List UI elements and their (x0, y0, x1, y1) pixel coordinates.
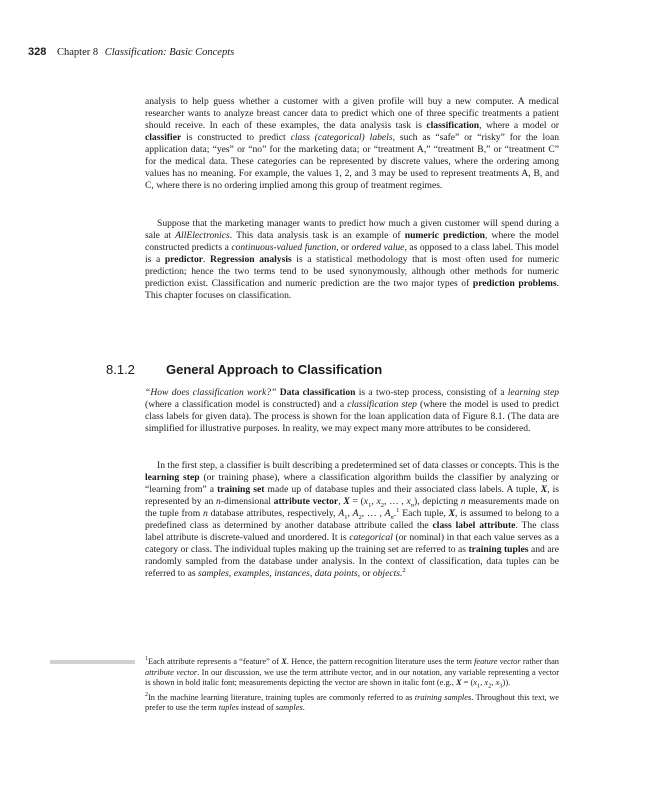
footnote-1: $^1$Each attribute represents a “feature” of X. Hence, the pattern recognition literature uses the term feature vector rather than attribute vector. In our discussion, we use the term attribute vector, and in our notation, any variable representing a vector is shown in bold italic font; measurements depicting the vector are shown in italic font (e.g., $X = (x_1$, $x_2$, $x_3$)). (145, 656, 559, 690)
page-number: 328 (28, 46, 47, 58)
paragraph-numeric-prediction: Suppose that the marketing manager wants to predict how much a given customer will spend during a sale at AllElectronics. This data analysis task is an example of numeric prediction, where the model constructed predicts a continuous-valued function, or ordered value, as opposed to a class label. This model is a predictor. Regression analysis is a statistical methodology that is most often used for numeric prediction; hence the two terms tend to be used synonymously, although other methods for numeric prediction exist. Classification and numeric prediction are the two major types of prediction problems. This chapter focuses on classification. (145, 218, 560, 302)
paragraph-learning-step: In the first step, a classifier is built describing a predetermined set of data classes or concepts. This is the learning step (or training phase), where a classification algorithm builds the classifier by analyzing or “learning from” a training set made up of database tuples and their associated class labels. A tuple, X, is represented by an n-dimensional attribute vector, $X = (x_1$, $x_2$, … , $x_n$), depicting n measurements made on the tuple from n database attributes, respectively, $A_1$, $A_2$, … , $A_n.^1$ Each tuple, X, is assumed to belong to a predefined class as determined by another database attribute called the class label attribute. The class label attribute is discrete-valued and unordered. It is categorical (or nominal) in that each value serves as a category or class. The individual tuples making up the training set are referred to as training tuples and are randomly sampled from the database under analysis. In the context of classification, data tuples can be referred to as samples, examples, instances, data points, or objects.$^2$ (145, 460, 560, 580)
footnotes (145, 657, 559, 718)
chapter-title: Classification: Basic Concepts (104, 47, 235, 58)
section-heading (106, 361, 382, 379)
running-head (28, 46, 234, 58)
footnote-ref-2: 2 (402, 567, 406, 575)
paragraph-classification-intro: analysis to help guess whether a customer with a given profile will buy a new computer. A medical researcher wants to analyze breast cancer data to predict which one of three specific treatments a patient should receive. In each of these examples, the data analysis task is classification, where a model or classifier is constructed to predict class (categorical) labels, such as “safe” or “risky” for the loan application data; “yes” or “no” for the marketing data; or “treatment A,” “treatment B,” or “treatment C” for the medical data. These categories can be represented by discrete values, where the ordering among values has no meaning. For example, the values 1, 2, and 3 may be used to represent treatments A, B, and C, where there is no ordering implied among this group of treatment regimes. (145, 96, 560, 192)
paragraph-two-step-process: “How does classification work?” Data classification is a two-step process, consisting of a learning step (where a classification model is constructed) and a classification step (where the model is used to predict class labels for given data). The process is shown for the loan application data of Figure 8.1. (The data are simplified for illustrative purposes. In reality, we may expect many more attributes to be considered. (145, 387, 559, 435)
footnote-divider (50, 660, 135, 664)
section-number: 8.1.2 (106, 362, 135, 377)
footnote-ref-1: 1 (396, 507, 400, 514)
section-title: General Approach to Classification (166, 362, 383, 377)
footnote-2: $^2$In the machine learning literature, training tuples are commonly referred to as training samples. Throughout this text, we prefer to use the term tuples instead of samples. (145, 691, 559, 713)
chapter-label: Chapter 8 (56, 47, 99, 58)
